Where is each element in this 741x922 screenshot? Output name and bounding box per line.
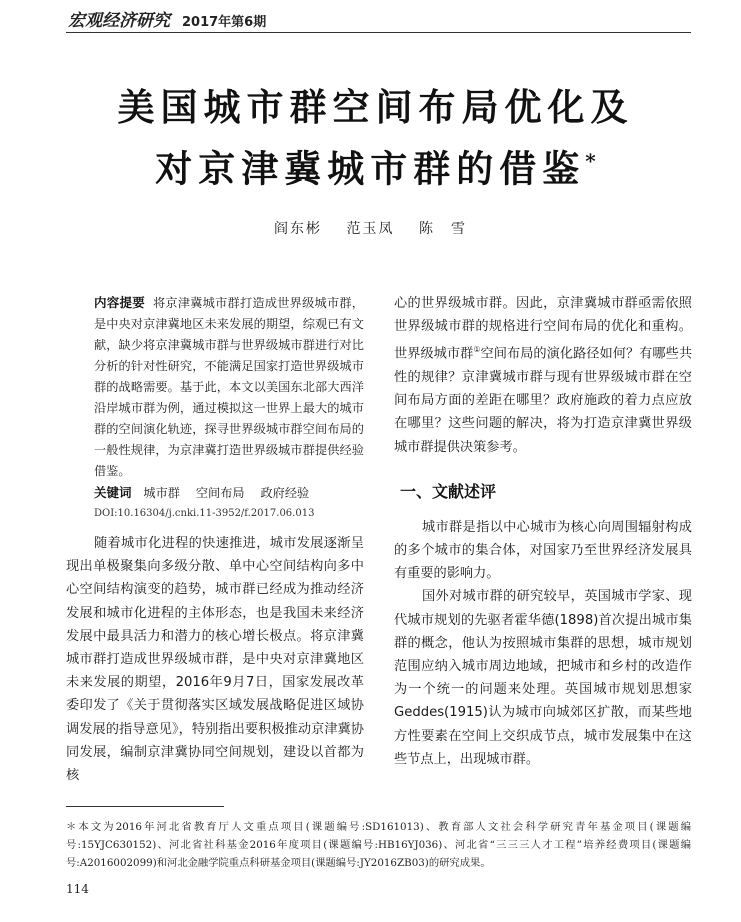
journal-name: 宏观经济研究 xyxy=(68,11,170,31)
keyword-2: 空间布局 xyxy=(195,486,245,500)
section-heading-literature-review: 一、文献述评 xyxy=(400,481,497,501)
abstract xyxy=(66,292,364,482)
body-paragraph-right-2: 国外对城市群的研究较早，英国城市学家、现代城市规划的先驱者霍华德(1898)首次提出城市集群的概念，他认为按照城市集群的思想，城市规划范围应纳入城市周边地域，把城市和乡村的改造作为一个统一的问题来处理。英国城市规划思想家Geddes(1915)认为城市向城郊区扩散，而某些地方性要素在空间上交织成节点，城市发展集中在这些节点上，出现城市群。 xyxy=(394,589,692,767)
right-column xyxy=(394,292,692,771)
body-paragraph-left-1: 随着城市化进程的快速推进，城市发展逐渐呈现出单极聚集向多级分散、单中心空间结构向多中心空间结构演变的趋势，城市群已经成为推动经济发展和城市化进程的主体形态，也是我国未来经济发展中最具活力和潜力的核心增长极点。将京津冀城市群打造成世界级城市群，是中央对京津冀地区未来发展的期望，2016年9月7日，国家发展改革委印发了《关于贯彻落实区域发展战略促进区域协调发展的指导意见》，特别指出要积极推动京津冀协同发展，编制京津冀协同空间规划，建设以首都为核 xyxy=(66,536,364,784)
title-footnote-mark: * xyxy=(585,149,596,173)
body-paragraph-right-1: 城市群是指以中心城市为核心向周围辐射构成的多个城市的集合体，对国家乃至世界经济发展具有重要的影响力。 xyxy=(394,519,692,582)
keywords-label: 关键词 xyxy=(94,485,132,500)
keywords xyxy=(66,482,364,504)
title-line-2 xyxy=(60,134,691,195)
issue-label: 2017年第6期 xyxy=(182,15,267,30)
paper-title xyxy=(60,80,691,195)
body-right-text-a: 心的世界级城市群。因此，京津冀城市群亟需依照世界级城市群的规格进行空间布局的优化和重构。世界级城市群 xyxy=(394,296,692,362)
author-2: 范玉凤 xyxy=(346,221,395,237)
abstract-text: 将京津冀城市群打造成世界级城市群，是中央对京津冀地区未来发展的期望，综观已有文献，缺少将京津冀城市群与世界级城市群进行对比分析的针对性研究，不能满足国家打造世界级城市群的战略需要。基于此，本文以美国东北部大西洋沿岸城市群为例，通过模拟这一世界上最大的城市群的空间演化轨迹，探寻世界级城市群空间布局的一般性规律，为京津冀打造世界级城市群提供经验借鉴。 xyxy=(94,296,364,478)
body-paragraph-right-continued xyxy=(394,292,692,459)
footnote-ref-1: ① xyxy=(473,345,481,355)
author-3: 陈 雪 xyxy=(418,221,467,237)
title-line-2-text: 对京津冀城市群的借鉴 xyxy=(155,146,586,191)
left-column xyxy=(66,292,364,787)
page-number: 114 xyxy=(66,882,89,896)
title-line-1: 美国城市群空间布局优化及 xyxy=(117,85,634,129)
funding-footnote: ＊本文为2016年河北省教育厅人文重点项目(课题编号:SD161013)、教育部人文社会科学研究青年基金项目(课题编号:15YJC630152)、河北省社科基金2016年度项目(课题编号:HB16YJ036)、河北省“三三三人才工程”培养经费项目(课题编号:A2016002099)和河北金融学院重点科研基金项目(课题编号:JY2016ZB03)的研究成果。 xyxy=(66,821,691,869)
doi-line: DOI:10.16304/j.cnki.11-3952/f.2017.06.013 xyxy=(94,508,315,519)
author-1: 阎东彬 xyxy=(274,221,323,237)
keyword-3: 政府经验 xyxy=(260,486,310,500)
running-header xyxy=(68,6,266,31)
footnote-rule xyxy=(66,806,224,807)
header-rule xyxy=(66,32,691,33)
author-list xyxy=(0,218,741,238)
abstract-label: 内容提要 xyxy=(94,295,145,310)
body-right-text-b: 空间布局的演化路径如何？有哪些共性的规律？京津冀城市群与现有世界级城市群在空间布局方面的差距在哪里？政府施政的着力点应放在哪里？这些问题的解决，将为打造京津冀世界级城市群提供决策参考。 xyxy=(394,346,693,455)
keyword-1: 城市群 xyxy=(143,486,180,500)
